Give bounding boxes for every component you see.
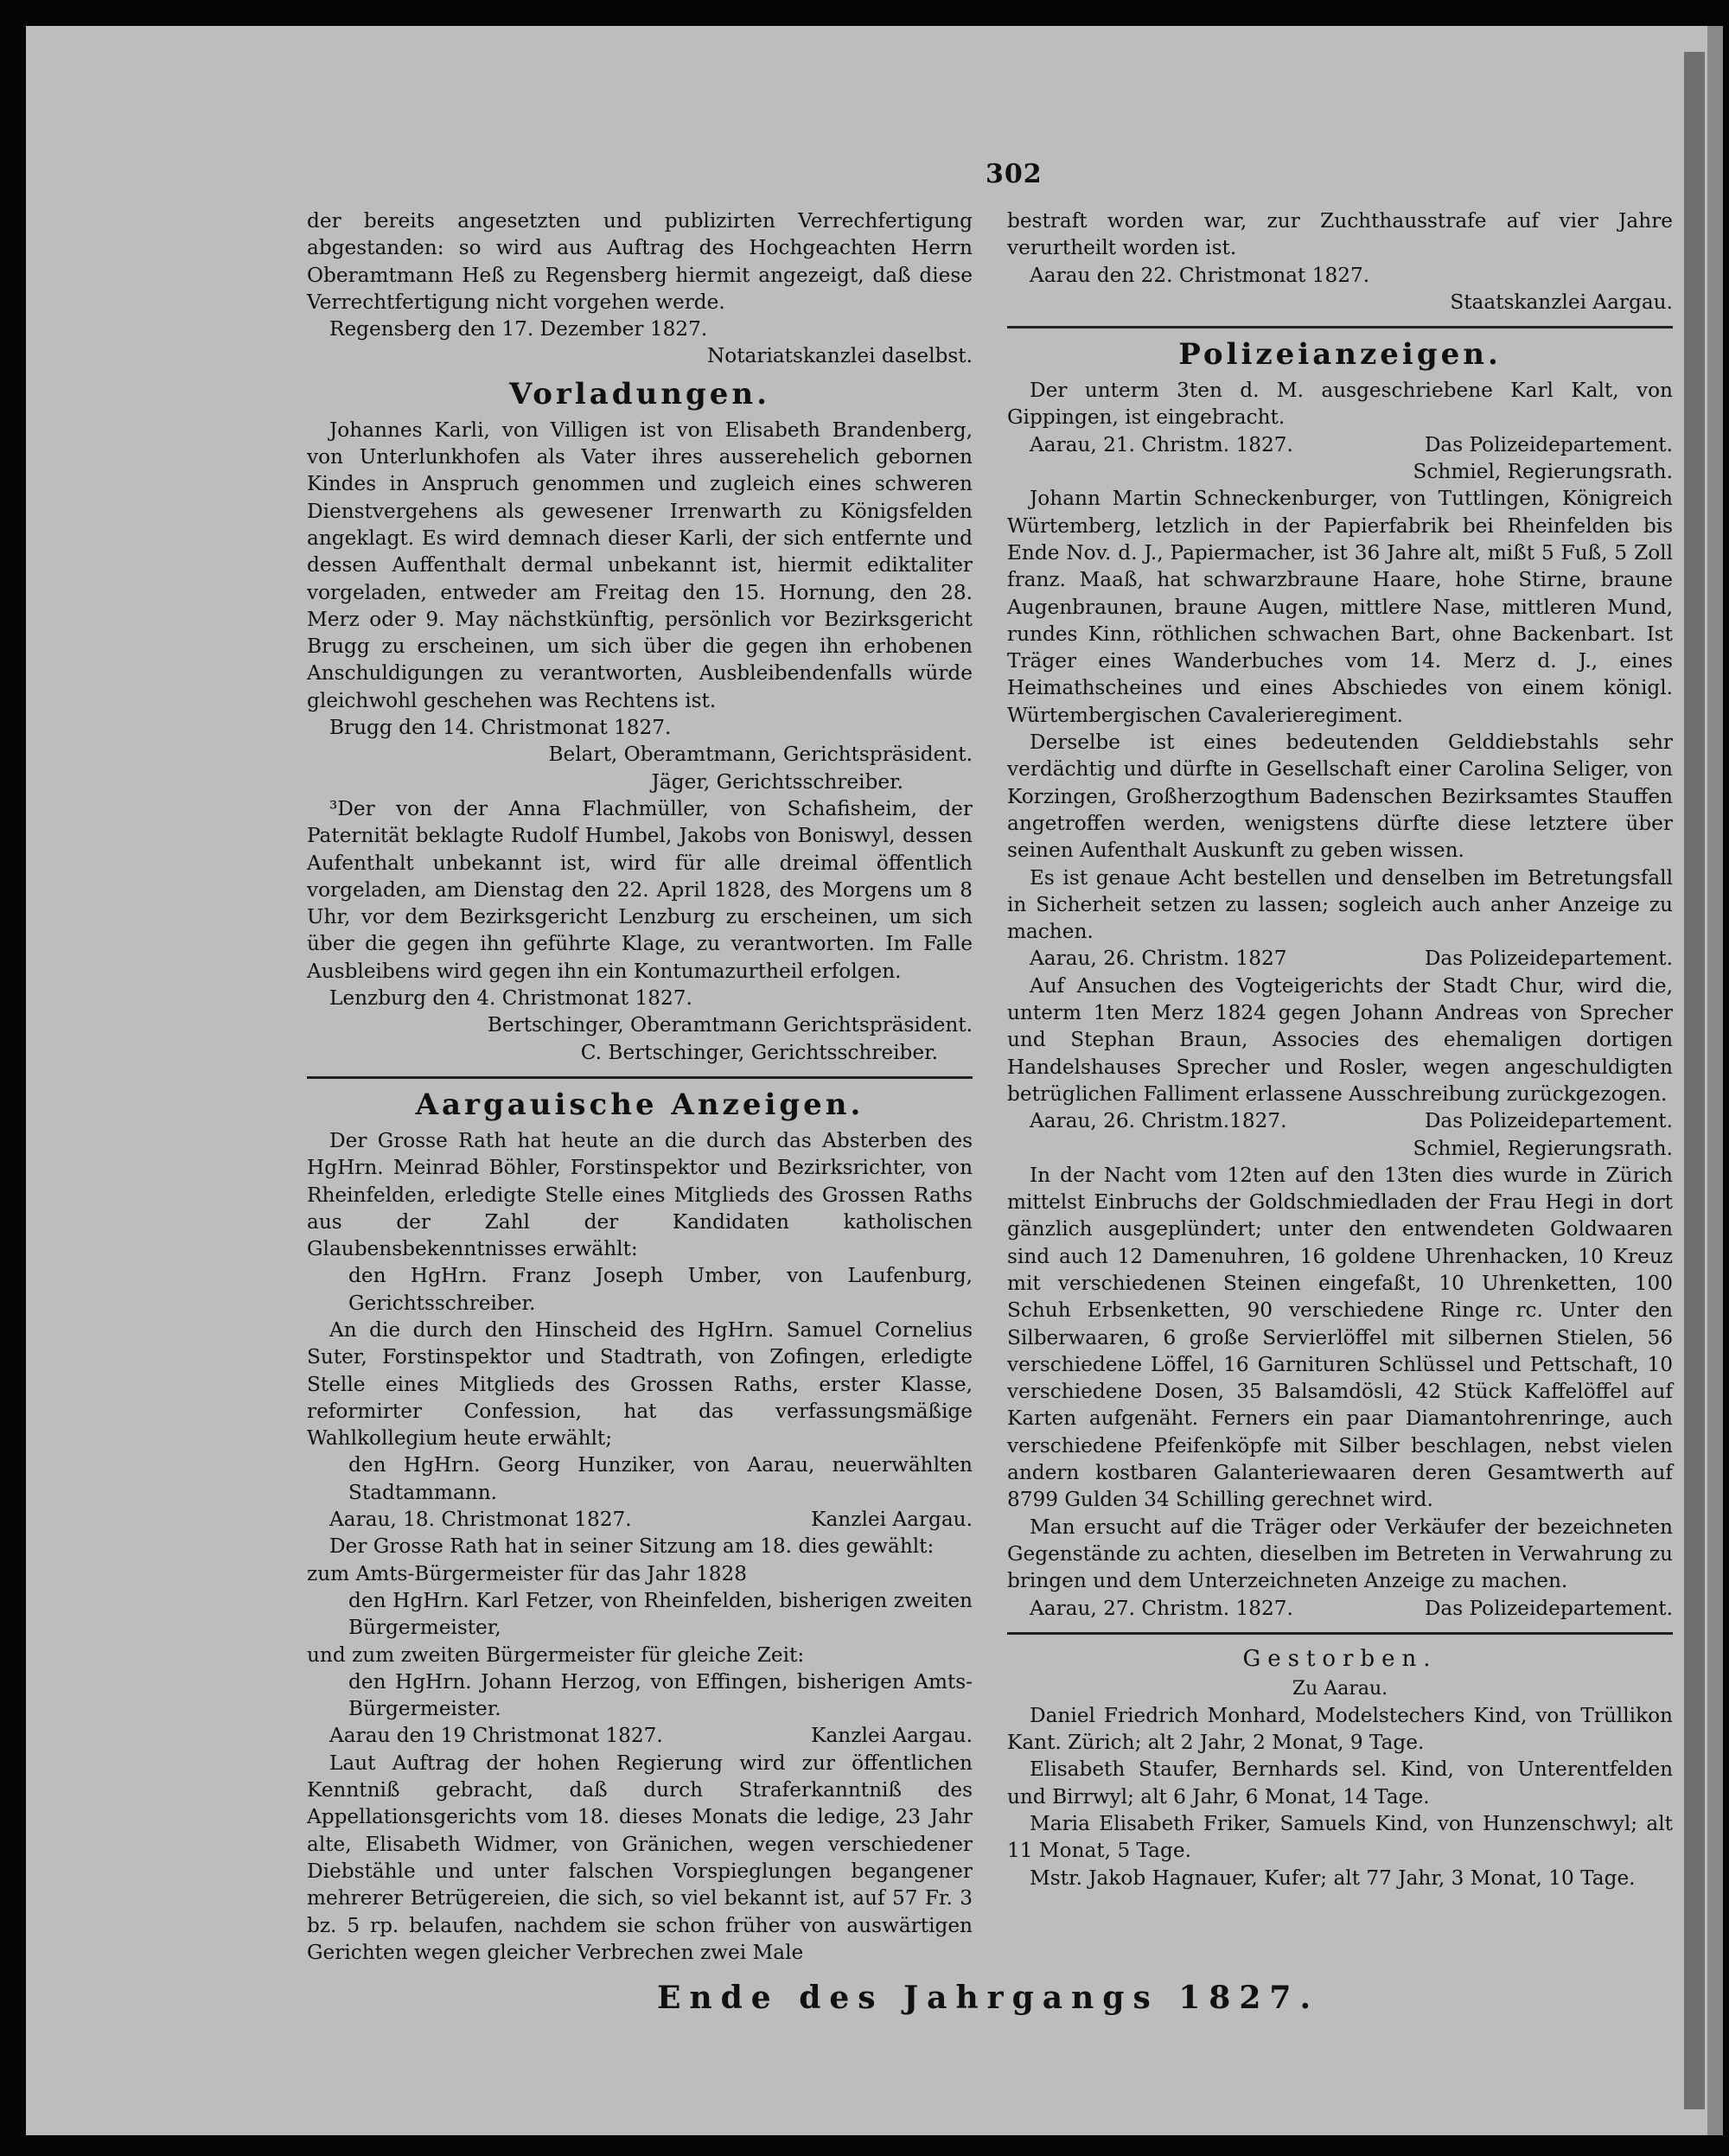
notice-date: Brugg den 14. Christmonat 1827. [329,716,672,740]
notice-signature: Kanzlei Aargau. [811,1724,973,1748]
notice-date-line [307,1722,973,1749]
notice-text: Der unterm 3ten d. M. ausgeschriebene Karl Kalt, von Gippingen, ist eingebracht. [1007,379,1673,430]
notice-date: Aarau den 22. Christmonat 1827. [1030,263,1370,287]
notice-text: der bereits angesetzten und publizirten Verrechfertigung abgestanden: so wird aus Auftrag des Hochgeachten Herrn Oberamtmann Heß zu Regensberg hiermit angezeigt, daß diese Verrechtfertigung nicht vorgehen werde. [307,209,973,314]
notice-signature: Kanzlei Aargau. [811,1508,973,1532]
notice-text: Derselbe ist eines bedeutenden Gelddiebstahls sehr verdächtig und dürfte in Gesellschaft einer Carolina Seliger, von Korzingen, Großherzogthum Badenschen Bezirksamtes Stauffen angetroffen werden, wenigstens dürfte diese letztere über seinen Aufenthalt Auskunft zu geben wissen. [1007,730,1673,863]
page-number: 302 [986,159,1043,189]
notice-date: Regensberg den 17. Dezember 1827. [329,317,708,341]
notice-date: Lenzburg den 4. Christmonat 1827. [329,986,692,1011]
notice-date: Aarau den 19 Christmonat 1827. [329,1724,663,1748]
section-divider [307,1076,973,1079]
notice-text: Johann Martin Schneckenburger, von Tuttlingen, Königreich Würtemberg, letzlich in der Papierfabrik bei Rheinfelden bis Ende Nov. d. J., Papiermacher, ist 36 Jahre alt, mißt 5 Fuß, 5 Zoll franz. Maaß, hat schwarzbraune Haare, hohe Stirne, braune Augenbraunen, braune Augen, mittlere Nase, mittleren Mund, rundes Kinn, röthlichen schwachen Bart, ohne Backenbart. Ist Träger eines Wanderbuches vom 14. Merz d. J., eines Heimathscheines und eines Abschiedes von einem königl. Würtembergischen Cavalerieregiment. [1007,487,1673,727]
notice-signature: Das Polizeidepartement. [1424,432,1673,456]
notice-date: Aarau, 21. Christm. 1827. [1030,432,1293,456]
notice-text: In der Nacht vom 12ten auf den 13ten dies wurde in Zürich mittelst Einbruchs der Goldschmiedladen der Frau Hegi in dort gänzlich ausgeplündert; unter den entwendeten Goldwaaren sind auch 12 Damenuhren, 16 goldene Uhrenhacken, 10 Kreuz mit verschiedenen Steinen eingefaßt, 10 Uhrenketten, 100 Schuh Erbsenketten, 90 verschiedene Ringe rc. Unter den Silberwaaren, 6 große Servierlöffel mit silbernen Stielen, 56 verschiedene Löffel, 16 Garnituren Schlüssel und Pettschaft, 10 verschiedene Dosen, 35 Balsamdösli, 42 Stück Kaffelöffel auf Karten aufgenäht. Ferners ein paar Diamantohrenringe, auch verschiedene Pfeifenköpfe mit Silber beschlagen, nebst vielen andern kostbaren Galanteriewaaren deren Gesamtwerth auf 8799 Gulden 34 Schilling gerechnet wird. [1007,1163,1673,1512]
notice-signature: Das Polizeidepartement. [1424,1596,1673,1620]
death-notice: Mstr. Jakob Hagnauer, Kufer; alt 77 Jahr, 3 Monat, 10 Tage. [1030,1866,1636,1890]
section-subheading: Zu Aarau. [1292,1677,1388,1700]
section-heading-gestorben: Gestorben. [1242,1645,1438,1672]
notice-signature: Das Polizeidepartement. [1424,947,1673,971]
notice-text: Auf Ansuchen des Vogteigerichts der Stadt Chur, wird die, unterm 1ten Merz 1824 gegen Johann Andreas von Sprecher und Stephan Braun, Associes des ehemaligen dortigen Handelshauses Sprecher und Rosler, wegen angeschuldigten betrüglichen Falliment erlassene Ausschreibung zurückgezogen. [1007,973,1673,1106]
notice-date-line [1007,945,1673,972]
notice-signature: Schmiel, Regierungsrath. [1413,460,1673,484]
section-divider [1007,1632,1673,1635]
notice-text: Der Grosse Rath hat in seiner Sitzung am 18. dies gewählt: [329,1534,935,1559]
notice-signature: Notariatskanzlei daselbst. [706,344,973,368]
notice-signature: Bertschinger, Oberamtmann Gerichtspräsident. [487,1013,973,1037]
notice-date: Aarau, 26. Christm. 1827 [1030,947,1287,971]
notice-text: den HgHrn. Franz Joseph Umber, von Laufenburg, Gerichtsschreiber. [348,1264,973,1315]
notice-text: Johannes Karli, von Villigen ist von Elisabeth Brandenberg, von Unterlunkhofen als Vater ihres ausserehelich gebornen Kindes in Anspruch genommen und zugleich eines schweren Dienstvergehens als gewesener Irrenwarth zu Königsfelden angeklagt. Es wird demnach dieser Karli, der sich entfernte und dessen Auffenthalt dermal unbekannt ist, hiermit ediktaliter vorgeladen, entweder am Freitag den 15. Hornung, den 28. Merz oder 9. May nächstkünftig, persönlich vor Bezirksgericht Brugg zu erscheinen, um sich über die gegen ihn erhobenen Anschuldigungen zu verantworten, Ausbleibendenfalls würde gleichwohl geschehen was Rechtens ist. [307,418,973,712]
section-heading-polizei: Polizeianzeigen. [1178,337,1502,373]
notice-text: bestraft worden war, zur Zuchthausstrafe auf vier Jahre verurtheilt worden ist. [1007,209,1673,260]
notice-date-line [1007,1595,1673,1622]
section-heading-vorladungen: Vorladungen. [509,376,770,411]
death-notice: Maria Elisabeth Friker, Samuels Kind, von Hunzenschwyl; alt 11 Monat, 5 Tage. [1007,1812,1673,1863]
notice-text: den HgHrn. Georg Hunziker, von Aarau, neuerwählten Stadtammann. [348,1453,973,1504]
section-divider [1007,326,1673,329]
section-heading-aargauische: Aargauische Anzeigen. [415,1087,864,1122]
notice-signature: Jäger, Gerichtsschreiber. [651,769,903,794]
notice-text: ³Der von der Anna Flachmüller, von Schafisheim, der Paternität beklagte Rudolf Humbel, Jakobs von Boniswyl, dessen Aufenthalt unbekannt ist, wird für alle dreimal öffentlich vorgeladen, am Dienstag den 22. April 1828, des Morgens um 8 Uhr, vor dem Bezirksgericht Lenzburg zu erscheinen, um sich über die gegen ihn geführte Klage, zu verantworten. Im Falle Ausbleibens wird gegen ihn ein Kontumazurtheil erfolgen. [307,796,973,983]
death-notice: Elisabeth Staufer, Bernhards sel. Kind, von Unterentfelden und Birrwyl; alt 6 Jahr, 6 Monat, 14 Tage. [1007,1757,1673,1808]
page-edge [1684,52,1705,2109]
notice-text: Laut Auftrag der hohen Regierung wird zur öffentlichen Kenntniß gebracht, daß durch Straferkanntniß des Appellationsgerichts vom 18. dieses Monats die ledige, 23 Jahr alte, Elisabeth Widmer, von Gränichen, wegen verschiedener Diebstähle und unter falschen Vorspieglungen begangener mehrerer Betrügereien, die sich, so viel bekannt ist, auf 57 Fr. 3 bz. 5 rp. belaufen, nachdem sie schon früher von auswärtigen Gerichten wegen gleicher Verbrechen zwei Male [307,1751,973,1964]
death-notice: Daniel Friedrich Monhard, Modelstechers Kind, von Trüllikon Kant. Zürich; alt 2 Jahr, 2 Monat, 9 Tage. [1007,1703,1673,1755]
left-column [307,207,973,1966]
notice-text: zum Amts-Bürgermeister für das Jahr 1828 [307,1561,747,1585]
notice-signature: Staatskanzlei Aargau. [1450,290,1673,314]
notice-text: An die durch den Hinscheid des HgHrn. Samuel Cornelius Suter, Forstinspektor und Stadtrath, von Zofingen, erledigte Stelle eines Mitglieds des Grossen Raths, erster Klasse, reformirter Confession, hat das verfassungsmäßige Wahlkollegium heute erwählt; [307,1317,973,1451]
notice-signature: Schmiel, Regierungsrath. [1413,1136,1673,1160]
end-of-volume-line: Ende des Jahrgangs 1827. [657,1980,1319,2016]
right-column [1007,207,1673,1891]
notice-signature: Belart, Oberamtmann, Gerichtspräsident. [548,743,973,767]
notice-text: Der Grosse Rath hat heute an die durch das Absterben des HgHrn. Meinrad Böhler, Forstinspektor und Bezirksrichter, von Rheinfelden, erledigte Stelle eines Mitglieds des Grossen Raths aus der Zahl der Kandidaten katholischen Glaubensbekenntnisses erwählt: [307,1128,973,1261]
notice-date: Aarau, 26. Christm.1827. [1030,1109,1287,1133]
notice-text: den HgHrn. Karl Fetzer, von Rheinfelden, bisherigen zweiten Bürgermeister, [348,1588,973,1640]
notice-date: Aarau, 18. Christmonat 1827. [329,1508,632,1532]
notice-signature: Das Polizeidepartement. [1424,1109,1673,1133]
notice-text: Man ersucht auf die Träger oder Verkäufer der bezeichneten Gegenstände zu achten, dieselben im Betreten in Verwahrung zu bringen und dem Unterzeichneten Anzeige zu machen. [1007,1515,1673,1593]
notice-text: Es ist genaue Acht bestellen und denselben im Betretungsfall in Sicherheit setzen zu lassen; sogleich auch anher Anzeige zu machen. [1007,865,1673,944]
notice-date-line [1007,431,1673,458]
notice-signature: C. Bertschinger, Gerichtsschreiber. [580,1040,938,1064]
notice-date-line [307,1506,973,1533]
notice-date: Aarau, 27. Christm. 1827. [1030,1596,1293,1620]
notice-text: und zum zweiten Bürgermeister für gleiche Zeit: [307,1643,805,1667]
notice-text: den HgHrn. Johann Herzog, von Effingen, bisherigen Amts-Bürgermeister. [348,1669,973,1721]
notice-date-line [1007,1107,1673,1134]
